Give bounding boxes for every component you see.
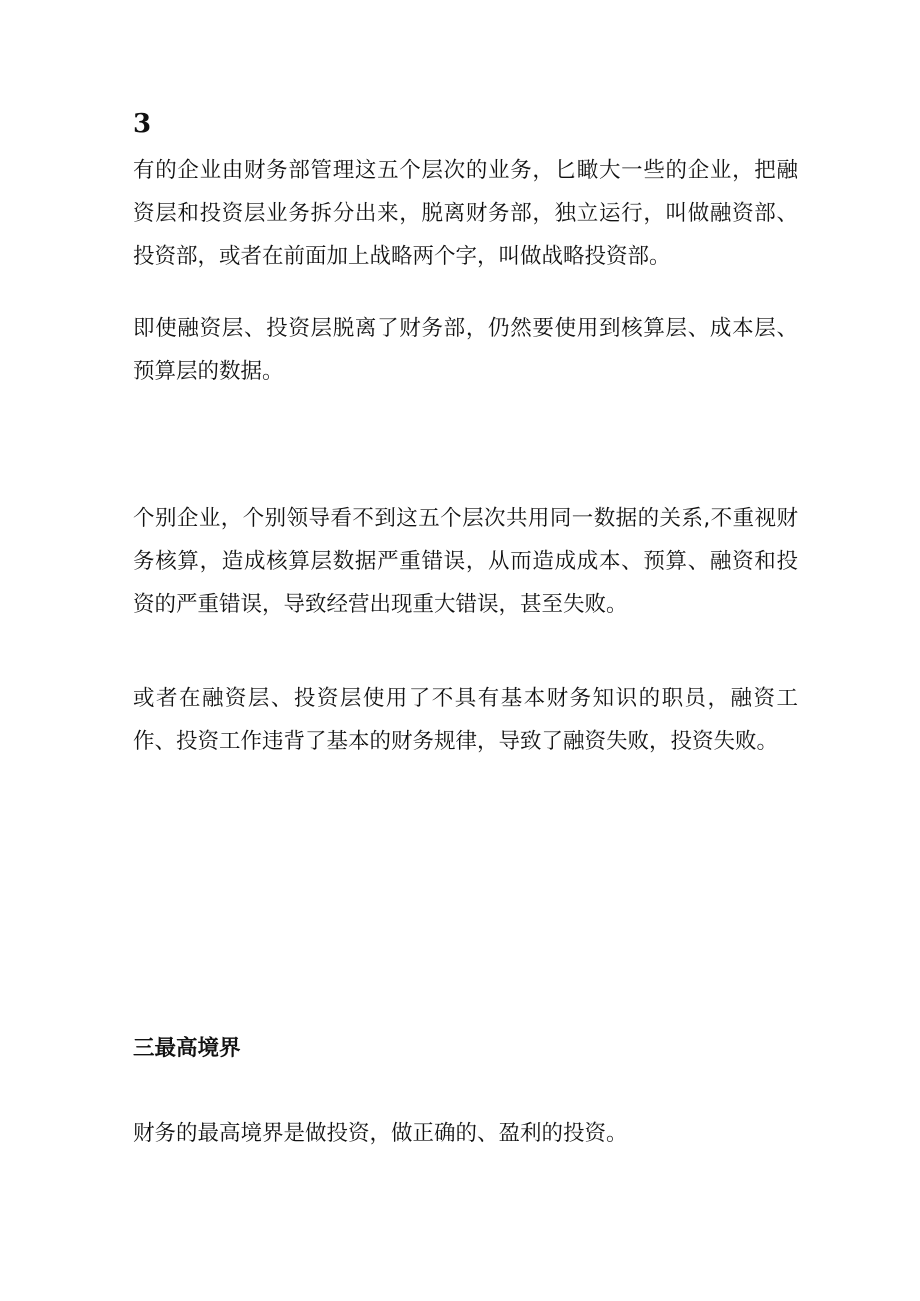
paragraph-finance-departments: 有的企业由财务部管理这五个层次的业务，匕瞰大一些的企业，把融资层和投资层业务拆分出来，脱离财务部，独立运行，叫做融资部、投资部，或者在前面加上战略两个字，叫做战略投资部。 <box>133 158 798 269</box>
paragraph-staff-knowledge: 或者在融资层、投资层使用了不具有基本财务知识的职员，融资工作、投资工作违背了基本的财务规律，导致了融资失败，投资失败。 <box>133 686 798 754</box>
paragraph-accounting-errors: 个别企业，个别领导看不到这五个层次共用同一数据的关系,不重视财务核算，造成核算层数据严重错误，从而造成成本、预算、融资和投资的严重错误，导致经营出现重大错误，甚至失败。 <box>133 506 798 617</box>
section-heading: 三最高境界 <box>133 1036 241 1061</box>
paragraph-data-dependency: 即使融资层、投资层脱离了财务部，仍然要使用到核算层、成本层、预算层的数据。 <box>133 316 798 384</box>
section-number: 3 <box>133 109 152 139</box>
paragraph-highest-level: 财务的最高境界是做投资，做正确的、盈利的投资。 <box>133 1121 628 1146</box>
